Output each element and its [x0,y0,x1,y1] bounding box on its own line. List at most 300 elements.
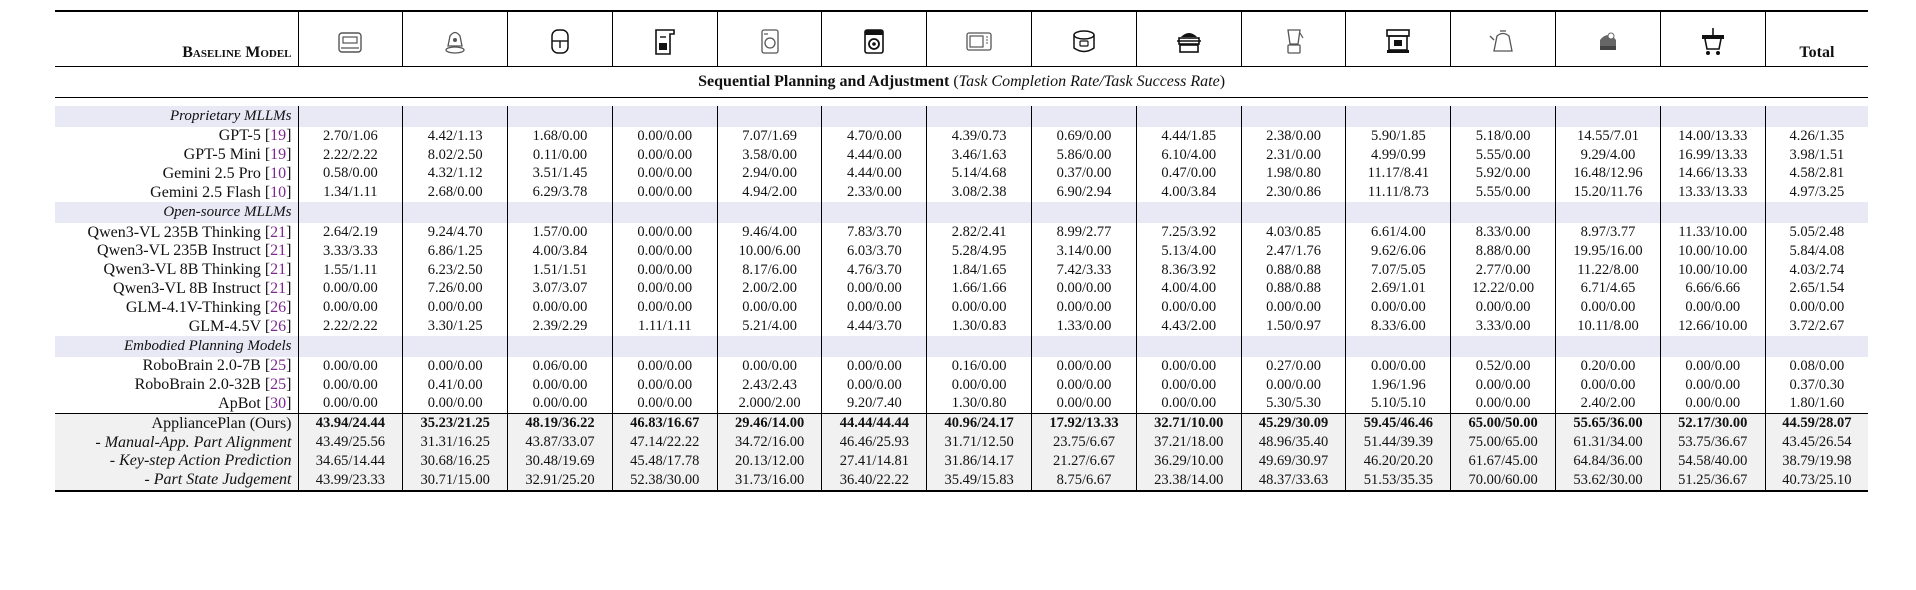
score-cell: 0.11/0.00 [508,146,613,165]
model-name-text: - Part State Judgement [144,471,292,489]
model-name-text: GPT-5 [218,127,261,145]
score-cell: 3.14/0.00 [1032,242,1137,261]
citation-ref[interactable]: 30 [270,394,287,412]
score-cell: 19.95/16.00 [1556,242,1661,261]
group-empty-cell [717,202,822,223]
model-name-text: GLM-4.1V-Thinking [125,298,261,316]
score-cell: 46.20/20.20 [1346,452,1451,471]
score-cell: 1.68/0.00 [508,127,613,146]
model-name: RoboBrain 2.0-32B [25] [134,376,292,394]
score-cell: 2.30/0.86 [1241,183,1346,202]
score-cell: 2.33/0.00 [822,183,927,202]
score-cell: 0.00/0.00 [1451,395,1556,414]
washing-machine-icon [717,11,822,67]
score-cell: 0.00/0.00 [1346,298,1451,317]
score-cell: 7.07/1.69 [717,127,822,146]
score-cell: 7.83/3.70 [822,223,927,242]
score-cell: 9.24/4.70 [403,223,508,242]
score-cell: 0.00/0.00 [1451,376,1556,395]
table-row [55,242,1868,261]
group-empty-cell [822,336,927,357]
score-cell: 0.00/0.00 [822,357,927,376]
score-cell: 0.00/0.00 [717,357,822,376]
table-row [55,127,1868,146]
citation-ref[interactable]: 19 [270,146,287,164]
group-empty-cell [508,202,613,223]
score-cell: 30.71/15.00 [403,471,508,491]
kettle-icon [1451,11,1556,67]
citation-ref[interactable]: 21 [270,242,287,260]
score-cell: 7.25/3.92 [1136,223,1241,242]
score-cell: 51.44/39.39 [1346,433,1451,452]
model-name-text: Qwen3-VL 235B Instruct [97,242,261,260]
score-cell: 6.23/2.50 [403,261,508,280]
model-name-text: Gemini 2.5 Flash [150,183,261,201]
score-cell: 7.07/5.05 [1346,261,1451,280]
citation-ref[interactable]: 21 [270,261,287,279]
model-name: GLM-4.5V [26] [188,317,292,335]
model-name: Qwen3-VL 235B Thinking [21] [87,223,292,241]
group-empty-cell [1241,106,1346,127]
score-cell: 0.00/0.00 [612,357,717,376]
results-table [55,10,1868,492]
score-cell: 37.21/18.00 [1136,433,1241,452]
table-row [55,298,1868,317]
score-cell: 4.70/0.00 [822,127,927,146]
score-cell: 2.31/0.00 [1241,146,1346,165]
microwave-icon [927,11,1032,67]
total-cell: 3.72/2.67 [1765,317,1868,336]
citation-ref[interactable]: 21 [270,223,287,241]
score-cell: 1.11/1.11 [612,317,717,336]
score-cell: 0.00/0.00 [1032,298,1137,317]
score-cell: 61.31/34.00 [1556,433,1661,452]
citation-ref[interactable]: 25 [270,357,287,375]
score-cell: 0.00/0.00 [298,298,403,317]
score-cell: 4.03/0.85 [1241,223,1346,242]
score-cell: 1.51/1.51 [508,261,613,280]
score-cell: 0.00/0.00 [612,280,717,299]
score-cell: 36.29/10.00 [1136,452,1241,471]
air-fryer-icon [508,11,613,67]
score-cell: 2.94/0.00 [717,165,822,184]
group-empty-cell [1032,106,1137,127]
score-cell: 11.17/8.41 [1346,165,1451,184]
score-cell: 0.00/0.00 [1660,376,1765,395]
score-cell: 27.41/14.81 [822,452,927,471]
score-cell: 1.96/1.96 [1346,376,1451,395]
score-cell: 8.33/0.00 [1451,223,1556,242]
score-cell: 0.00/0.00 [1136,395,1241,414]
group-empty-cell [1451,336,1556,357]
group-empty-cell [1136,106,1241,127]
model-name: GPT-5 Mini [19] [183,146,292,164]
score-cell: 48.96/35.40 [1241,433,1346,452]
score-cell: 2.22/2.22 [298,146,403,165]
score-cell: 5.28/4.95 [927,242,1032,261]
score-cell: 4.99/0.99 [1346,146,1451,165]
group-empty-cell [1241,202,1346,223]
table-row [55,183,1868,202]
score-cell: 0.00/0.00 [1032,280,1137,299]
score-cell: 31.71/12.50 [927,433,1032,452]
score-cell: 65.00/50.00 [1451,414,1556,433]
score-cell: 0.47/0.00 [1136,165,1241,184]
total-cell: 3.98/1.51 [1765,146,1868,165]
group-header-row [55,202,1868,223]
model-name: GLM-4.1V-Thinking [26] [125,298,292,316]
model-name [55,471,298,491]
score-cell: 5.90/1.85 [1346,127,1451,146]
ablation-row [55,452,1868,471]
score-cell: 12.22/0.00 [1451,280,1556,299]
score-cell: 0.00/0.00 [403,298,508,317]
total-cell: 0.08/0.00 [1765,357,1868,376]
score-cell: 43.94/24.44 [298,414,403,433]
group-empty-cell [927,336,1032,357]
score-cell: 43.87/33.07 [508,433,613,452]
score-cell: 17.92/13.33 [1032,414,1137,433]
score-cell: 16.48/12.96 [1556,165,1661,184]
score-cell: 4.00/3.84 [508,242,613,261]
score-cell: 30.48/19.69 [508,452,613,471]
score-cell: 5.92/0.00 [1451,165,1556,184]
score-cell: 6.29/3.78 [508,183,613,202]
model-name: RoboBrain 2.0-7B [25] [142,357,292,375]
score-cell: 2.64/2.19 [298,223,403,242]
score-cell: 0.00/0.00 [298,376,403,395]
score-cell: 2.69/1.01 [1346,280,1451,299]
score-cell: 0.00/0.00 [1660,298,1765,317]
score-cell: 8.99/2.77 [1032,223,1137,242]
table-row [55,261,1868,280]
score-cell: 3.46/1.63 [927,146,1032,165]
score-cell: 0.00/0.00 [612,395,717,414]
score-cell: 36.40/22.22 [822,471,927,491]
score-cell: 0.00/0.00 [717,298,822,317]
group-empty-cell [403,202,508,223]
citation-ref[interactable]: 26 [270,298,287,316]
score-cell: 3.08/2.38 [927,183,1032,202]
score-cell: 0.00/0.00 [1241,376,1346,395]
citation-ref[interactable]: 25 [270,376,287,394]
group-empty-cell [1765,106,1868,127]
score-cell: 0.00/0.00 [508,395,613,414]
group-empty-cell [298,106,403,127]
group-empty-cell [612,106,717,127]
score-cell: 46.83/16.67 [612,414,717,433]
score-cell: 4.44/0.00 [822,146,927,165]
score-cell: 2.77/0.00 [1451,261,1556,280]
score-cell: 5.18/0.00 [1451,127,1556,146]
score-cell: 2.70/1.06 [298,127,403,146]
group-empty-cell [612,202,717,223]
score-cell: 7.26/0.00 [403,280,508,299]
score-cell: 0.37/0.00 [1032,165,1137,184]
table-row [55,376,1868,395]
score-cell: 4.94/2.00 [717,183,822,202]
dishwasher-icon [822,11,927,67]
score-cell: 55.65/36.00 [1556,414,1661,433]
score-cell: 16.99/13.33 [1660,146,1765,165]
score-cell: 1.50/0.97 [1241,317,1346,336]
score-cell: 48.37/33.63 [1241,471,1346,491]
score-cell: 12.66/10.00 [1660,317,1765,336]
score-cell: 0.00/0.00 [1032,376,1137,395]
score-cell: 32.91/25.20 [508,471,613,491]
model-name [55,433,298,452]
score-cell: 23.38/14.00 [1136,471,1241,491]
score-cell: 53.62/30.00 [1556,471,1661,491]
score-cell: 4.42/1.13 [403,127,508,146]
group-empty-cell [822,202,927,223]
score-cell: 0.00/0.00 [1660,357,1765,376]
citation-ref[interactable]: 10 [270,183,287,201]
model-name-text: Qwen3-VL 8B Instruct [113,279,261,297]
score-cell: 9.62/6.06 [1346,242,1451,261]
group-empty-cell [717,106,822,127]
ablation-row [55,433,1868,452]
group-empty-cell [1660,336,1765,357]
coffee-machine-icon [612,11,717,67]
section-title: Sequential Planning and Adjustment (Task Completion Rate/Task Success Rate) [55,67,1868,98]
score-cell: 3.07/3.07 [508,280,613,299]
spacer-row [55,98,1868,107]
score-cell: 0.41/0.00 [403,376,508,395]
score-cell: 0.00/0.00 [1556,376,1661,395]
model-name-text: - Key-step Action Prediction [109,452,292,470]
score-cell: 0.00/0.00 [612,376,717,395]
score-cell: 0.69/0.00 [1032,127,1137,146]
score-cell: 0.00/0.00 [298,357,403,376]
score-cell: 14.00/13.33 [1660,127,1765,146]
group-empty-cell [298,202,403,223]
score-cell: 1.66/1.66 [927,280,1032,299]
group-empty-cell [1556,202,1661,223]
score-cell: 9.29/4.00 [1556,146,1661,165]
score-cell: 31.73/16.00 [717,471,822,491]
score-cell: 2.47/1.76 [1241,242,1346,261]
total-cell: 5.84/4.08 [1765,242,1868,261]
citation-ref[interactable]: 26 [270,317,287,335]
score-cell: 3.33/0.00 [1451,317,1556,336]
score-cell: 47.14/22.22 [612,433,717,452]
model-name-text: Gemini 2.5 Pro [162,164,261,182]
score-cell: 0.00/0.00 [612,298,717,317]
score-cell: 59.45/46.46 [1346,414,1451,433]
score-cell: 5.14/4.68 [927,165,1032,184]
model-name-text: RoboBrain 2.0-32B [134,376,261,394]
score-cell: 11.22/8.00 [1556,261,1661,280]
score-cell: 54.58/40.00 [1660,452,1765,471]
ablation-row [55,471,1868,491]
score-cell: 1.33/0.00 [1032,317,1137,336]
group-header-row [55,336,1868,357]
score-cell: 8.97/3.77 [1556,223,1661,242]
score-cell: 0.00/0.00 [927,376,1032,395]
score-cell: 1.34/1.11 [298,183,403,202]
score-cell: 0.00/0.00 [1241,298,1346,317]
score-cell: 4.44/3.70 [822,317,927,336]
score-cell: 5.55/0.00 [1451,146,1556,165]
score-cell: 1.30/0.83 [927,317,1032,336]
score-cell: 0.00/0.00 [822,298,927,317]
model-name-text: AppliancePlan (Ours) [151,414,292,432]
score-cell: 0.00/0.00 [508,376,613,395]
group-empty-cell [1660,202,1765,223]
stand-mixer-icon [403,11,508,67]
espresso-machine-icon [1346,11,1451,67]
score-cell: 4.00/4.00 [1136,280,1241,299]
score-cell: 6.03/3.70 [822,242,927,261]
score-cell: 0.00/0.00 [1346,357,1451,376]
group-empty-cell [508,106,613,127]
model-name-text: ApBot [218,394,261,412]
score-cell: 0.52/0.00 [1451,357,1556,376]
score-cell: 0.00/0.00 [612,223,717,242]
score-cell: 40.96/24.17 [927,414,1032,433]
group-empty-cell [1032,336,1137,357]
total-cell: 43.45/26.54 [1765,433,1868,452]
group-empty-cell [1136,336,1241,357]
group-empty-cell [298,336,403,357]
score-cell: 8.88/0.00 [1451,242,1556,261]
score-cell: 2.000/2.00 [717,395,822,414]
score-cell: 0.88/0.88 [1241,280,1346,299]
score-cell: 52.17/30.00 [1660,414,1765,433]
score-cell: 70.00/60.00 [1451,471,1556,491]
score-cell: 3.51/1.45 [508,165,613,184]
group-empty-cell [1765,202,1868,223]
score-cell: 31.86/14.17 [927,452,1032,471]
score-cell: 5.21/4.00 [717,317,822,336]
total-cell: 44.59/28.07 [1765,414,1868,433]
score-cell: 6.66/6.66 [1660,280,1765,299]
steamer-icon [1136,11,1241,67]
group-header-row [55,106,1868,127]
score-cell: 0.00/0.00 [822,280,927,299]
score-cell: 48.19/36.22 [508,414,613,433]
score-cell: 14.55/7.01 [1556,127,1661,146]
score-cell: 9.46/4.00 [717,223,822,242]
score-cell: 4.00/3.84 [1136,183,1241,202]
score-cell: 8.75/6.67 [1032,471,1137,491]
score-cell: 9.20/7.40 [822,395,927,414]
score-cell: 10.11/8.00 [1556,317,1661,336]
citation-ref[interactable]: 21 [270,279,287,297]
score-cell: 0.00/0.00 [927,298,1032,317]
score-cell: 14.66/13.33 [1660,165,1765,184]
header-row [55,11,1868,67]
score-cell: 5.30/5.30 [1241,395,1346,414]
score-cell: 8.02/2.50 [403,146,508,165]
score-cell: 15.20/11.76 [1556,183,1661,202]
model-name [55,452,298,471]
score-cell: 6.10/4.00 [1136,146,1241,165]
group-label: Open-source MLLMs [55,202,298,223]
group-empty-cell [717,336,822,357]
score-cell: 23.75/6.67 [1032,433,1137,452]
score-cell: 0.00/0.00 [1136,298,1241,317]
score-cell: 10.00/10.00 [1660,242,1765,261]
score-cell: 43.99/23.33 [298,471,403,491]
score-cell: 49.69/30.97 [1241,452,1346,471]
citation-ref[interactable]: 10 [270,164,287,182]
score-cell: 0.00/0.00 [612,242,717,261]
score-cell: 29.46/14.00 [717,414,822,433]
toaster-icon [298,11,403,67]
juicer-icon [1556,11,1661,67]
group-empty-cell [1241,336,1346,357]
score-cell: 51.25/36.67 [1660,471,1765,491]
table-row [55,146,1868,165]
group-empty-cell [508,336,613,357]
score-cell: 30.68/16.25 [403,452,508,471]
table-row [55,357,1868,376]
score-cell: 1.98/0.80 [1241,165,1346,184]
score-cell: 5.55/0.00 [1451,183,1556,202]
score-cell: 11.11/8.73 [1346,183,1451,202]
total-cell: 5.05/2.48 [1765,223,1868,242]
group-empty-cell [1451,202,1556,223]
model-name: Qwen3-VL 235B Instruct [21] [97,242,292,260]
score-cell: 4.32/1.12 [403,165,508,184]
group-empty-cell [1032,202,1137,223]
model-name: Qwen3-VL 8B Instruct [21] [113,279,292,297]
group-empty-cell [1451,106,1556,127]
score-cell: 11.33/10.00 [1660,223,1765,242]
score-cell: 0.00/0.00 [822,376,927,395]
score-cell: 0.00/0.00 [298,280,403,299]
score-cell: 52.38/30.00 [612,471,717,491]
total-cell: 0.00/0.00 [1765,298,1868,317]
score-cell: 0.00/0.00 [1032,395,1137,414]
score-cell: 0.16/0.00 [927,357,1032,376]
score-cell: 0.00/0.00 [298,395,403,414]
group-empty-cell [1346,106,1451,127]
score-cell: 0.00/0.00 [612,165,717,184]
score-cell: 75.00/65.00 [1451,433,1556,452]
citation-ref[interactable]: 19 [270,127,287,145]
score-cell: 0.00/0.00 [1660,395,1765,414]
results-table-container [55,10,1865,492]
table-row [55,317,1868,336]
score-cell: 1.84/1.65 [927,261,1032,280]
score-cell: 10.00/10.00 [1660,261,1765,280]
model-name: Gemini 2.5 Pro [10] [162,164,292,182]
score-cell: 0.00/0.00 [1556,298,1661,317]
score-cell: 0.20/0.00 [1556,357,1661,376]
score-cell: 46.46/25.93 [822,433,927,452]
model-name [55,414,298,433]
score-cell: 32.71/10.00 [1136,414,1241,433]
score-cell: 5.86/0.00 [1032,146,1137,165]
total-cell: 1.80/1.60 [1765,395,1868,414]
score-cell: 53.75/36.67 [1660,433,1765,452]
food-processor-icon [1660,11,1765,67]
baseline-model-header: Baseline Model [55,11,298,67]
group-empty-cell [927,202,1032,223]
group-empty-cell [1765,336,1868,357]
score-cell: 5.10/5.10 [1346,395,1451,414]
group-label: Embodied Planning Models [55,336,298,357]
score-cell: 0.06/0.00 [508,357,613,376]
model-name-text: - Manual-App. Part Alignment [95,433,292,451]
score-cell: 6.71/4.65 [1556,280,1661,299]
total-cell: 4.26/1.35 [1765,127,1868,146]
total-cell: 4.58/2.81 [1765,165,1868,184]
score-cell: 35.49/15.83 [927,471,1032,491]
